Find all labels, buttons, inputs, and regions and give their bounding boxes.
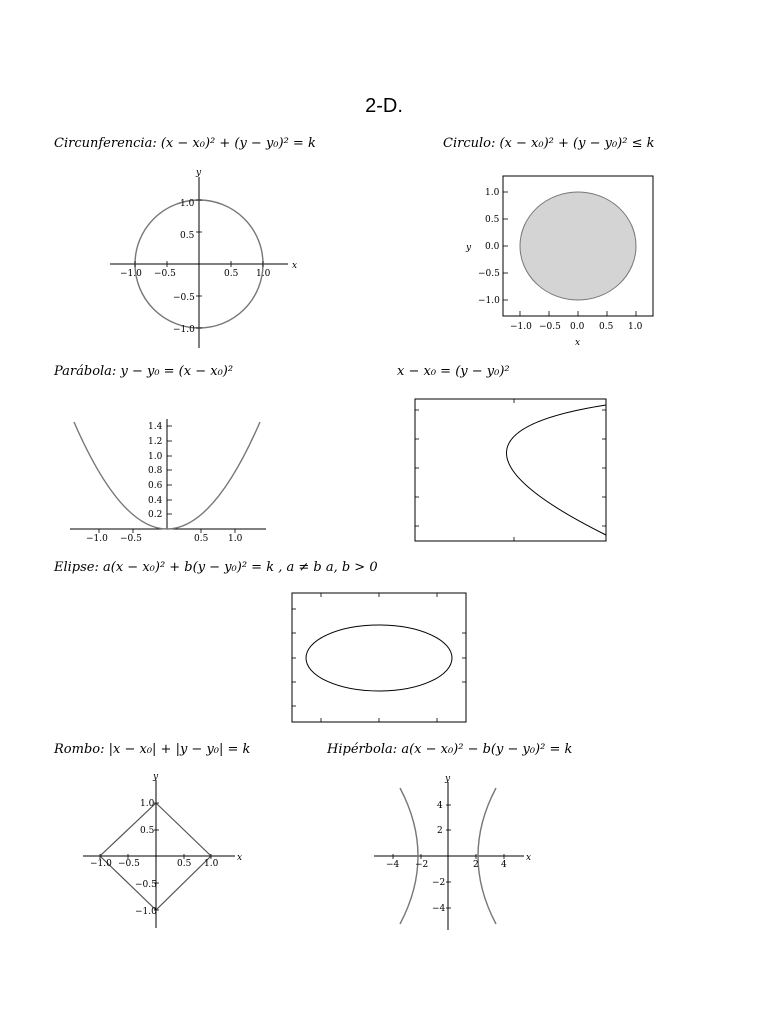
caption-equation: (x − x₀)² + (y − y₀)² = k bbox=[160, 136, 316, 151]
tick-label: 2 bbox=[473, 860, 479, 870]
caption-equation: x − x₀ = (y − y₀)² bbox=[397, 364, 510, 379]
tick-label: −0.5 bbox=[173, 293, 195, 303]
tick-label: 1.0 bbox=[628, 322, 643, 332]
disk-plot bbox=[458, 170, 668, 350]
caption-hiperbola bbox=[327, 742, 572, 757]
tick-label: 1.0 bbox=[228, 534, 243, 544]
tick-label: −1.0 bbox=[86, 534, 108, 544]
tick-label: 0.5 bbox=[224, 269, 239, 279]
tick-label: −0.5 bbox=[478, 269, 500, 279]
caption-label: Rombo: bbox=[54, 742, 105, 757]
tick-label: −0.5 bbox=[539, 322, 561, 332]
parabola-plot bbox=[64, 415, 274, 545]
tick-label: 1.0 bbox=[256, 269, 271, 279]
caption-equation: (x − x₀)² + (y − y₀)² ≤ k bbox=[499, 136, 655, 151]
tick-label: 4 bbox=[501, 860, 507, 870]
tick-label: −0.5 bbox=[135, 880, 157, 890]
caption-label: Parábola: bbox=[54, 364, 117, 379]
axis-label-y: y bbox=[196, 168, 202, 178]
caption-equation: a(x − x₀)² + b(y − y₀)² = k , a ≠ b a, b > 0 bbox=[103, 560, 378, 575]
caption-rombo bbox=[54, 742, 250, 757]
page-title: 2-D. bbox=[365, 95, 403, 117]
tick-label: 0.6 bbox=[148, 481, 163, 491]
tick-label: 1.0 bbox=[204, 859, 219, 869]
parabola-horizontal-plot bbox=[414, 398, 609, 544]
tick-label: 0.0 bbox=[485, 242, 500, 252]
axis-label-x: x bbox=[526, 853, 532, 863]
caption-label: Hipérbola: bbox=[327, 742, 398, 757]
tick-label: −1.0 bbox=[90, 859, 112, 869]
caption-parabola-horizontal bbox=[397, 364, 510, 379]
caption-label: Circulo: bbox=[443, 136, 496, 151]
ellipse-curve bbox=[306, 625, 452, 691]
axis-label-x: x bbox=[292, 261, 298, 271]
ellipse-plot bbox=[291, 592, 469, 725]
caption-circunferencia bbox=[54, 136, 316, 151]
axis-label-y: y bbox=[153, 772, 159, 782]
axis-label-y: y bbox=[466, 243, 472, 253]
tick-label: 0.5 bbox=[599, 322, 614, 332]
tick-label: 4 bbox=[437, 801, 443, 811]
tick-label: −4 bbox=[432, 904, 446, 914]
tick-label: 1.4 bbox=[148, 422, 163, 432]
tick-label: −1.0 bbox=[173, 325, 195, 335]
caption-parabola bbox=[54, 364, 233, 379]
tick-label: −1.0 bbox=[120, 269, 142, 279]
tick-label: 0.5 bbox=[194, 534, 209, 544]
tick-label: 1.0 bbox=[148, 452, 163, 462]
tick-label: −0.5 bbox=[120, 534, 142, 544]
caption-equation: |x − x₀| + |y − y₀| = k bbox=[108, 742, 251, 757]
circle-plot bbox=[100, 165, 310, 350]
tick-label: 1.0 bbox=[485, 188, 500, 198]
tick-label: 0.5 bbox=[177, 859, 192, 869]
caption-equation: a(x − x₀)² − b(y − y₀)² = k bbox=[401, 742, 573, 757]
axis-label-x: x bbox=[237, 853, 243, 863]
tick-label: 0.0 bbox=[570, 322, 585, 332]
hyperbola-plot bbox=[366, 772, 536, 932]
caption-equation: y − y₀ = (x − x₀)² bbox=[120, 364, 234, 379]
tick-label: 0.5 bbox=[180, 231, 195, 241]
caption-label: Elipse: bbox=[54, 560, 99, 575]
tick-label: −2 bbox=[432, 878, 446, 888]
tick-label: 1.0 bbox=[180, 199, 195, 209]
tick-label: 0.4 bbox=[148, 496, 163, 506]
axis-label-x: x bbox=[575, 338, 581, 348]
caption-label: Circunferencia: bbox=[54, 136, 157, 151]
axis-label-y: y bbox=[445, 774, 451, 784]
caption-circulo bbox=[443, 136, 654, 151]
tick-label: 0.5 bbox=[485, 215, 500, 225]
tick-label: 1.0 bbox=[140, 799, 155, 809]
tick-label: 0.8 bbox=[148, 466, 163, 476]
parabola-curve bbox=[507, 405, 607, 535]
caption-elipse bbox=[54, 560, 378, 575]
tick-label: −0.5 bbox=[118, 859, 140, 869]
tick-label: −1.0 bbox=[478, 296, 500, 306]
tick-label: 0.5 bbox=[140, 826, 155, 836]
tick-label: −1.0 bbox=[510, 322, 532, 332]
rhombus-plot bbox=[80, 770, 250, 930]
plot-frame bbox=[292, 593, 466, 722]
tick-label: 1.2 bbox=[148, 437, 163, 447]
disk-fill bbox=[520, 192, 636, 300]
tick-label: −1.0 bbox=[135, 907, 157, 917]
tick-label: 2 bbox=[437, 826, 443, 836]
tick-label: −2 bbox=[415, 860, 429, 870]
tick-label: −4 bbox=[386, 860, 400, 870]
tick-label: 0.2 bbox=[148, 510, 163, 520]
tick-label: −0.5 bbox=[154, 269, 176, 279]
